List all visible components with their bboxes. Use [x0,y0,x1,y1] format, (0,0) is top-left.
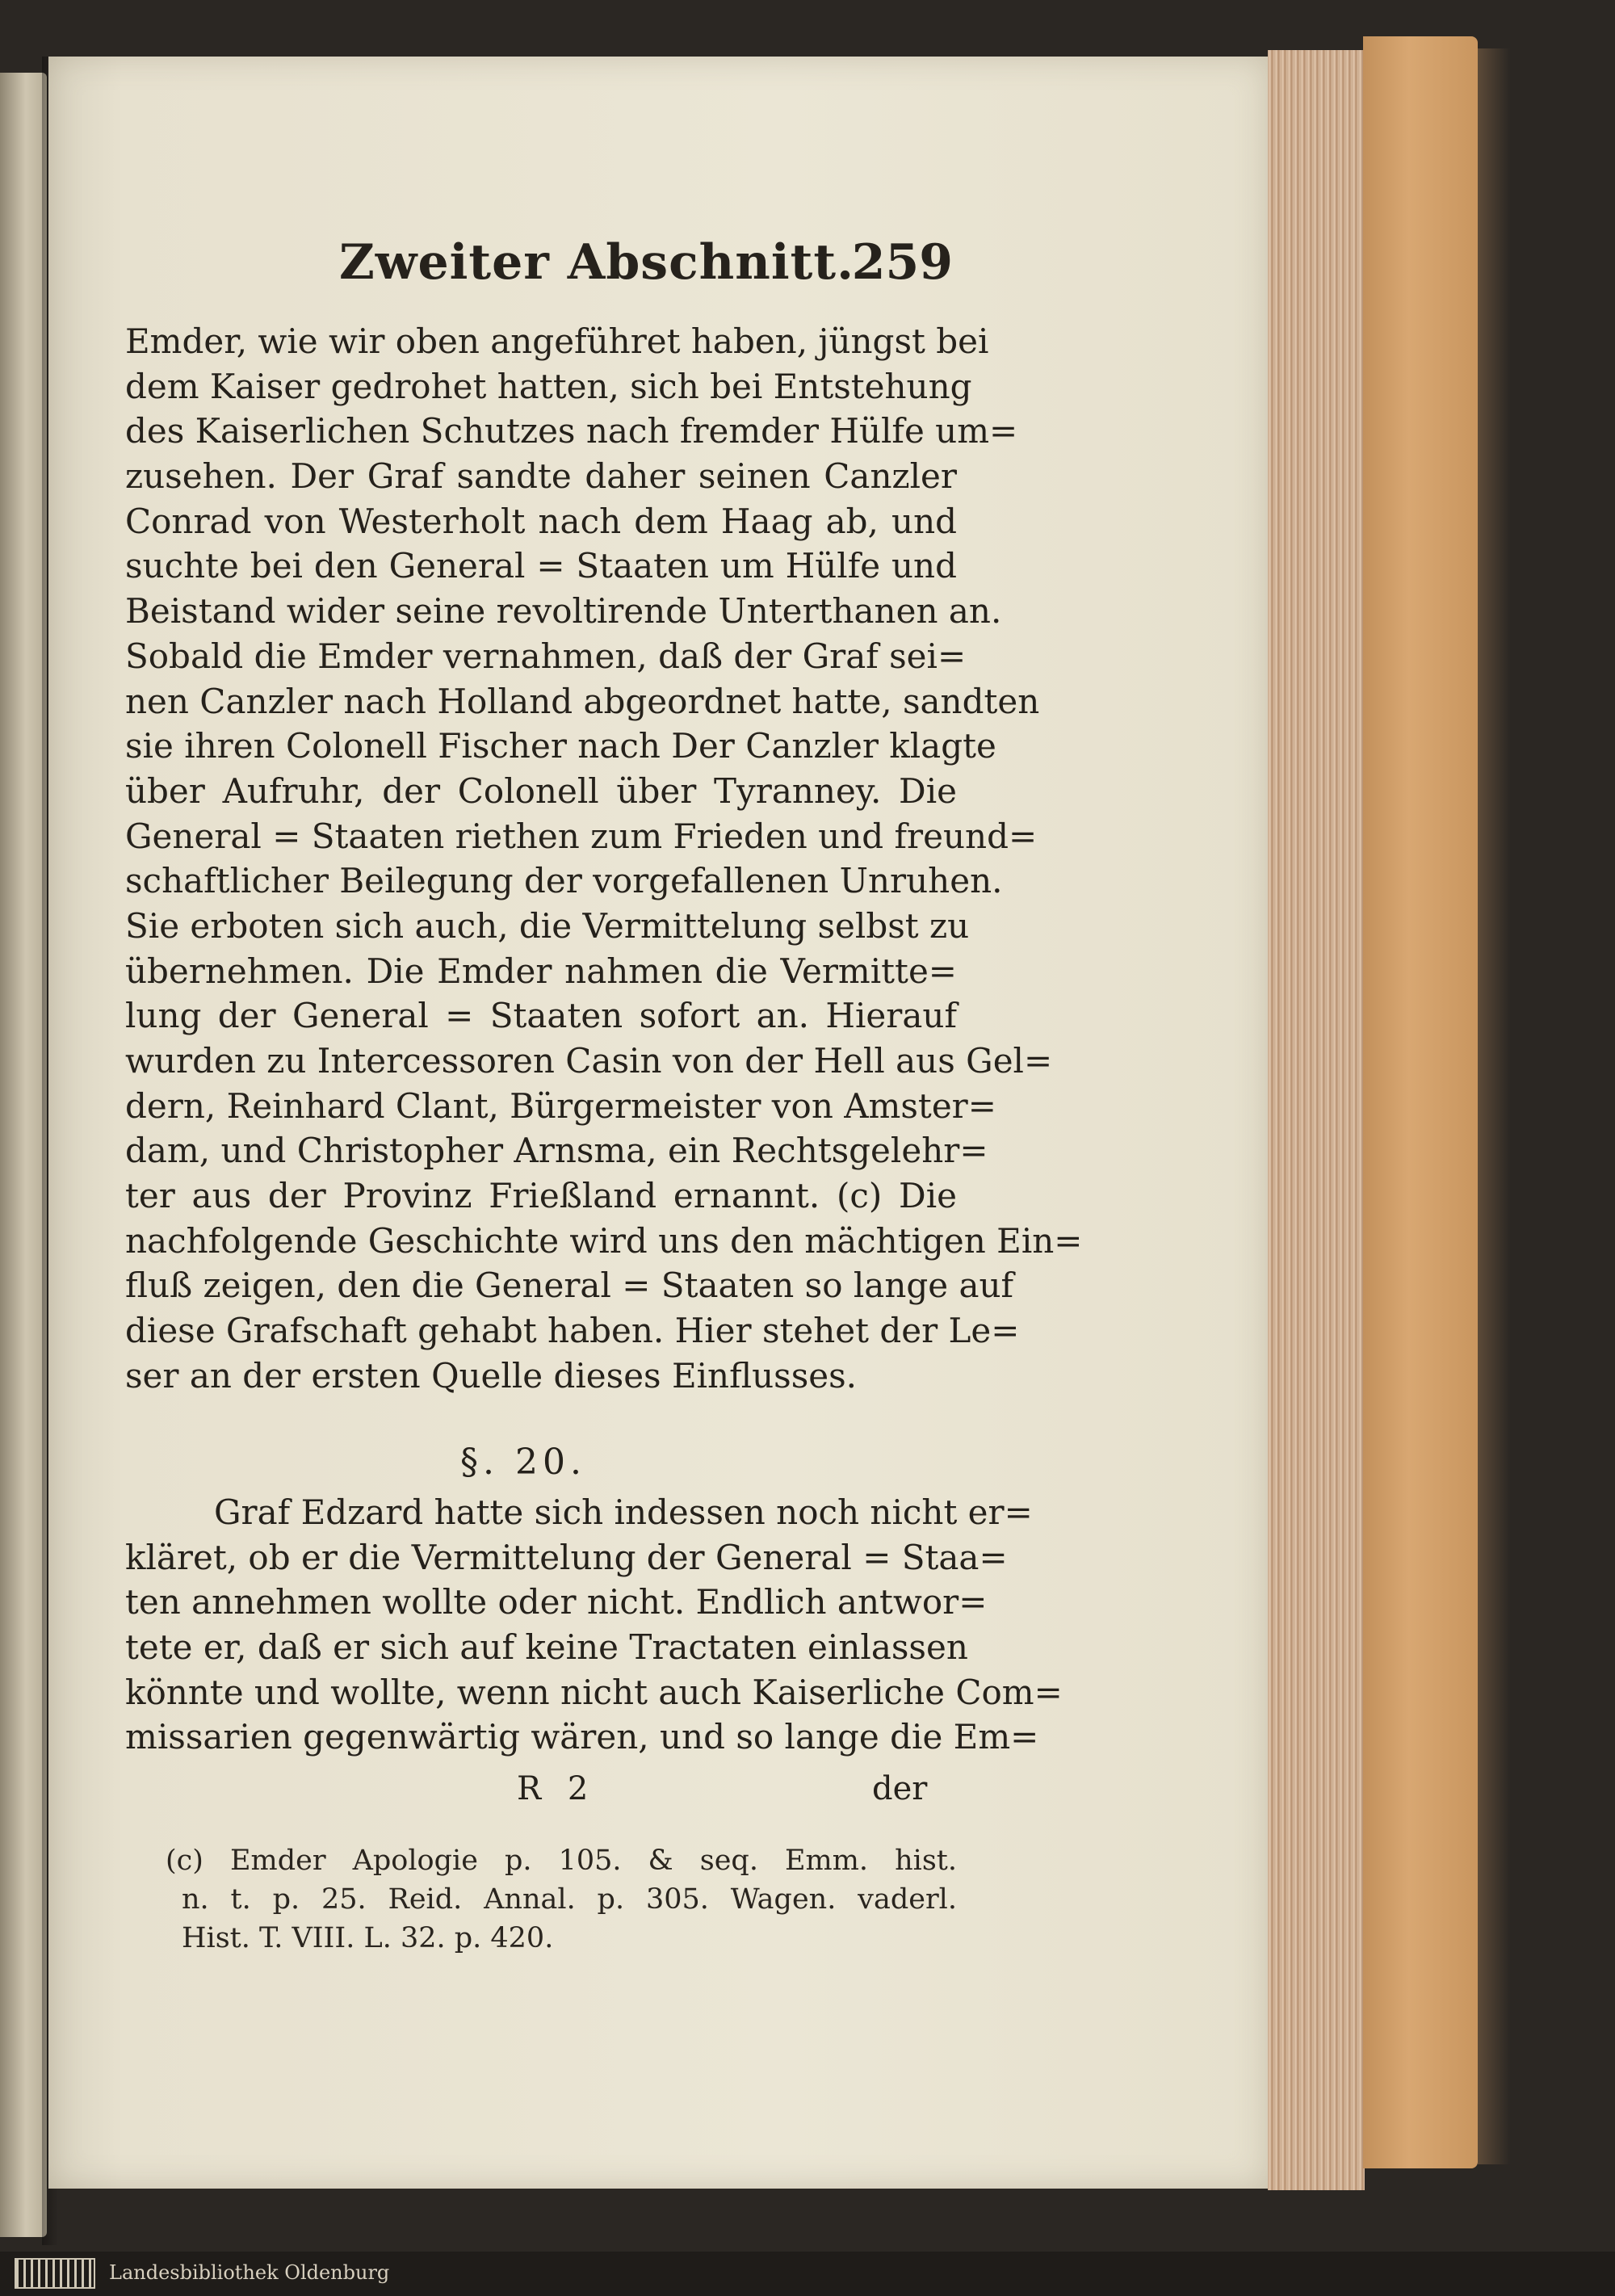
text-line: nen Canzler nach Holland abgeordnet hatte, sandten [125,681,1040,721]
text-line: sie ihren Colonell Fischer nach Der Canzler klagte [125,726,996,766]
text-line: suchte bei den General = Staaten um Hülfe und [125,546,957,586]
library-building-icon [15,2258,95,2289]
text-line: schaftlicher Beilegung der vorgefallenen Unruhen. [125,861,1003,901]
main-text [125,319,1083,1399]
footnote [166,1841,957,1958]
text-line: lung der General = Staaten sofort an. Hierauf [125,996,957,1036]
footnote-line: (c) Emder Apologie p. 105. & seq. Emm. hist. [166,1845,957,1877]
text-line: Graf Edzard hatte sich indessen noch nicht er= [214,1492,1033,1532]
text-line: Emder, wie wir oben angeführet haben, jüngst bei [125,321,989,361]
text-line: Beistand wider seine revoltirende Unterthanen an. [125,591,1002,632]
text-line: des Kaiserlichen Schutzes nach fremder Hülfe um= [125,411,1018,451]
footnote-line: Hist. T. VIII. L. 32. p. 420. [182,1922,554,1954]
cover-shadow [1478,48,1510,2164]
text-line: General = Staaten riethen zum Frieden und freund= [125,816,1038,856]
text-line: zusehen. Der Graf sandte daher seinen Canzler [125,456,957,497]
text-line: ser an der ersten Quelle dieses Einflusses. [125,1355,858,1396]
text-line: Sobald die Emder vernahmen, daß der Graf sei= [125,636,967,676]
left-page-edge [0,73,47,2237]
text-line: fluß zeigen, den die General = Staaten so lange auf [125,1266,1014,1306]
text-line: über Aufruhr, der Colonell über Tyranney. Die [125,770,957,811]
text-line: nachfolgende Geschichte wird uns den mächtigen Ein= [125,1220,1083,1261]
section-heading: §. 20. [460,1442,586,1483]
text-line: wurden zu Intercessoren Casin von der Hell aus Gel= [125,1041,1053,1081]
text-line: diese Grafschaft gehabt haben. Hier stehet der Le= [125,1311,1020,1351]
text-line: missarien gegenwärtig wären, und so lange die Em= [125,1717,1039,1757]
text-line: dern, Reinhard Clant, Bürgermeister von Amster= [125,1085,996,1126]
text-line: dam, und Christopher Arnsma, ein Rechtsgelehr= [125,1131,988,1171]
text-line: ter aus der Provinz Frießland ernannt. (c) Die [125,1176,957,1216]
catchword: der [872,1770,928,1807]
text-line: dem Kaiser gedrohet hatten, sich bei Entstehung [125,366,972,406]
section-text [125,1490,1063,1760]
text-line: Conrad von Westerholt nach dem Haag ab, und [125,501,957,541]
text-line: könnte und wollte, wenn nicht auch Kaiserliche Com= [125,1672,1063,1712]
page-number: 259 [851,234,953,291]
text-line: tete er, daß er sich auf keine Tractaten einlassen [125,1627,968,1668]
text-line: kläret, ob er die Vermittelung der General = Staa= [125,1537,1008,1577]
signature-mark: R 2 [517,1770,597,1807]
library-label: Landesbibliothek Oldenburg [109,2261,390,2284]
footnote-line: n. t. p. 25. Reid. Annal. p. 305. Wagen. vaderl. [182,1883,957,1916]
running-head [339,234,953,307]
text-line: übernehmen. Die Emder nahmen die Vermitte= [125,951,957,991]
text-line: ten annehmen wollte oder nicht. Endlich antwor= [125,1582,988,1622]
page-edges [1268,50,1365,2190]
text-line: Sie erboten sich auch, die Vermittelung selbst zu [125,905,970,946]
chapter-title: Zweiter Abschnitt. [339,234,854,291]
book-cover-edge [1363,36,1478,2168]
